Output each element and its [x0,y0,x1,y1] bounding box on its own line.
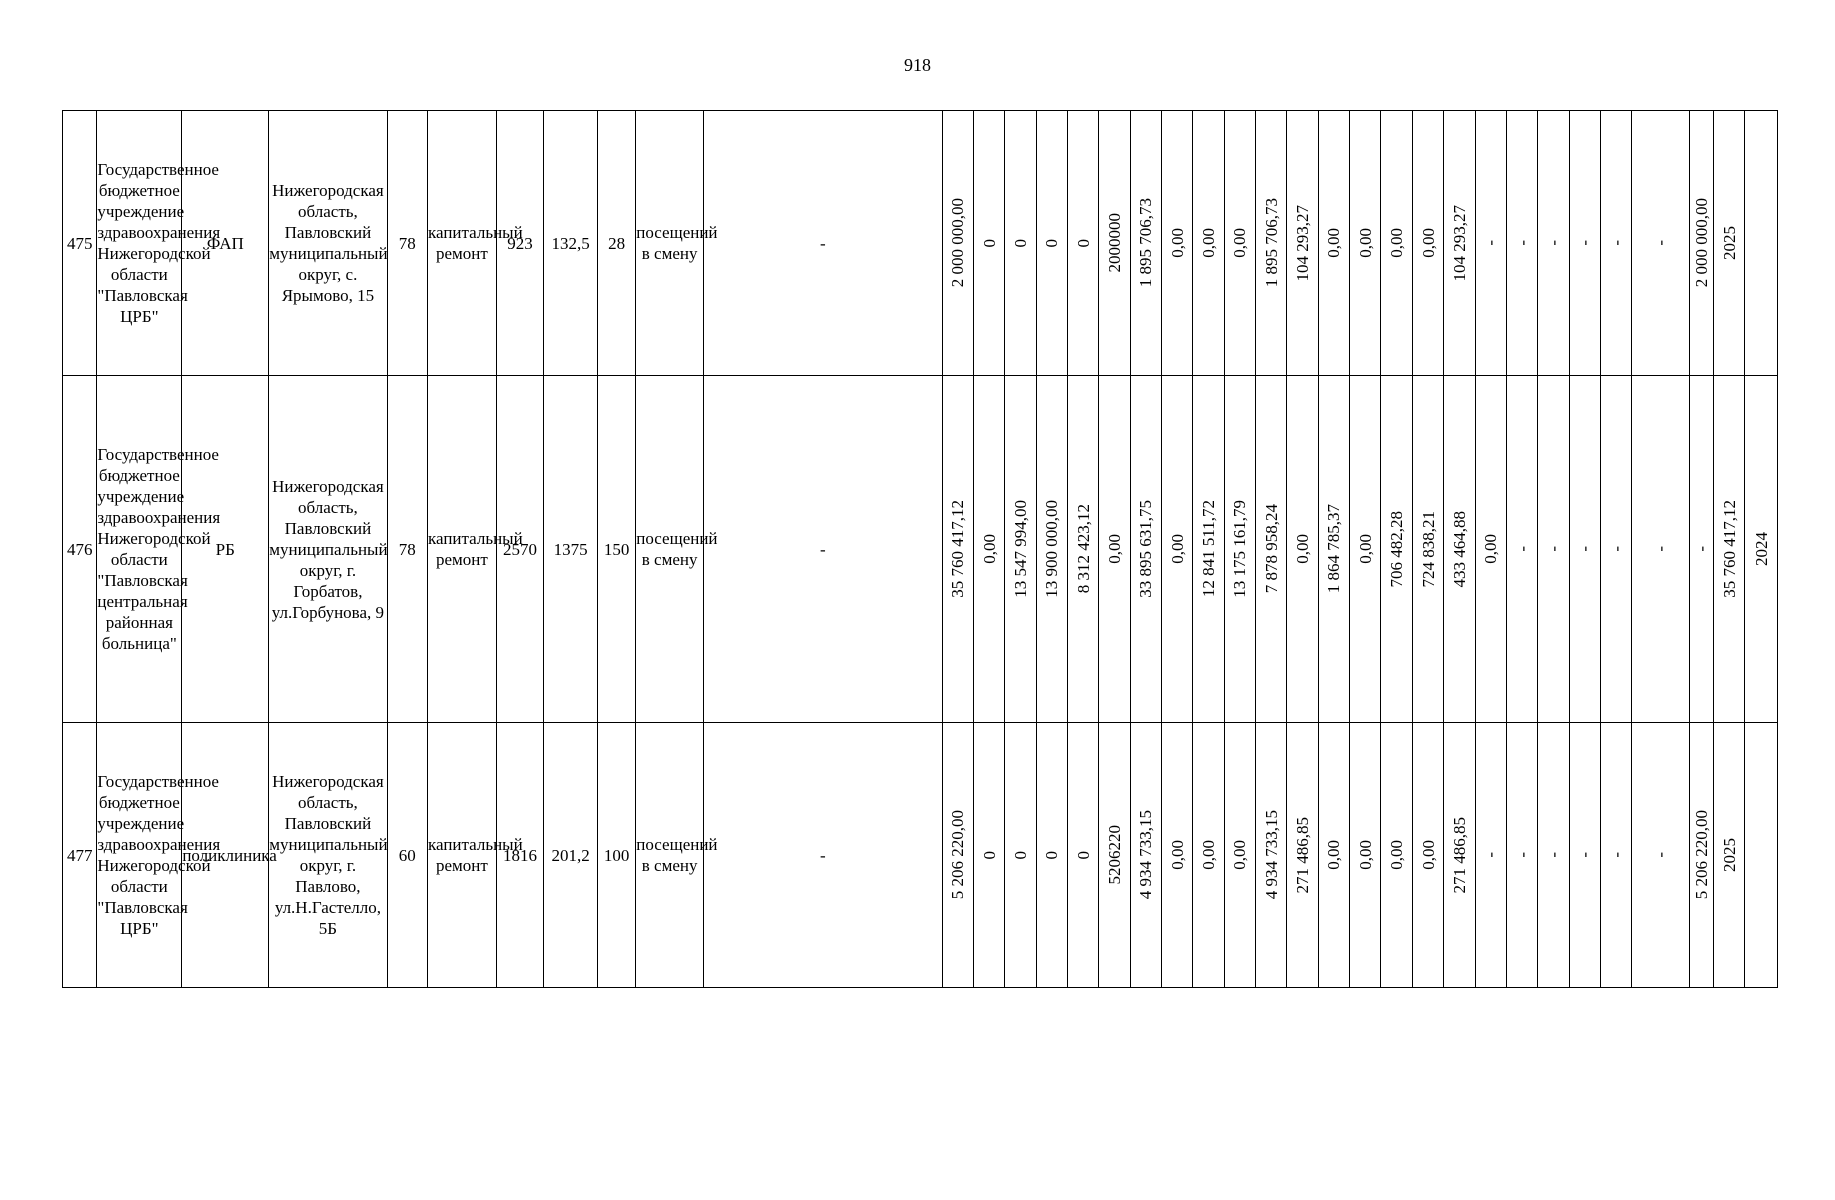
address-cell: Нижегородская область, Павловский муниципальный округ, г. Горбатов, ул.Горбунова, 9 [269,376,387,723]
address-cell: Нижегородская область, Павловский муниципальный округ, с. Ярымово, 15 [269,111,387,376]
amount-cell [1130,111,1161,376]
data-table [62,110,1778,988]
work-type-cell: капитальный ремонт [428,723,497,988]
amount-value: 8 312 423,12 [1073,504,1093,594]
amount-value: 724 838,21 [1418,510,1438,588]
amount-value: 271 486,85 [1449,816,1469,894]
amount-cell [1256,111,1287,376]
amount-value: - [1575,240,1595,246]
amount-value: - [1651,852,1671,858]
amount-value: 0 [979,850,999,860]
amount-cell [1130,723,1161,988]
amount-value: 0,00 [1167,840,1187,870]
amount-cell [1162,111,1193,376]
amount-cell [1287,723,1318,988]
amount-cell [1569,723,1600,988]
amount-value: 0 [1042,238,1062,248]
amount-value: 2025 [1719,838,1739,872]
amount-cell [1689,111,1713,376]
amount-cell [1224,723,1255,988]
amount-cell [1444,376,1475,723]
amount-cell [1256,723,1287,988]
amount-cell [1005,723,1036,988]
amount-value: 0,00 [1418,840,1438,870]
amount-value: - [1481,852,1501,858]
amount-cell [1475,723,1506,988]
amount-cell [1350,723,1381,988]
amount-value: 12 841 511,72 [1199,500,1219,598]
amount-value: 5 206 220,00 [948,810,968,900]
amount-value: 13 175 161,79 [1230,500,1250,598]
organization-cell: Государственное бюджетное учреждение здравоохранения Нижегородской области "Павловская ЦРБ" [97,723,182,988]
amount-value: - [1575,546,1595,552]
amount-cell [1444,723,1475,988]
amount-value: 0,00 [1105,534,1125,564]
amount-value: 0 [979,238,999,248]
amount-cell [1714,376,1745,723]
amount-cell [1745,723,1778,988]
amount-cell [1689,376,1713,723]
amount-cell [1193,111,1224,376]
amount-value: - [1606,852,1626,858]
capacity-unit-cell: посещений в смену [636,723,704,988]
capacity-cell: 150 [597,376,635,723]
amount-cell [1381,376,1412,723]
amount-cell [1068,376,1099,723]
amount-value: 0 [1011,850,1031,860]
facility-type-cell: поликлиника [182,723,269,988]
amount-value: - [1691,546,1711,552]
amount-cell [1005,376,1036,723]
amount-cell [1318,111,1349,376]
amount-value: - [1606,546,1626,552]
amount-cell [1632,723,1690,988]
amount-cell [1224,376,1255,723]
amount-cell [942,376,973,723]
amount-cell [1162,376,1193,723]
code-cell: 78 [387,376,427,723]
amount-value: 0 [1011,238,1031,248]
year-cell: 923 [496,111,544,376]
amount-value: 0,00 [1230,228,1250,258]
amount-cell [1745,376,1778,723]
amount-value: 0,00 [1355,534,1375,564]
page-number: 918 [904,55,931,75]
amount-cell [1444,111,1475,376]
amount-cell [1162,723,1193,988]
amount-value: 2 000 000,00 [948,198,968,288]
amount-cell [1475,111,1506,376]
amount-cell [1538,376,1569,723]
amount-cell [942,723,973,988]
amount-cell [1632,376,1690,723]
year-cell: 2570 [496,376,544,723]
amount-cell [974,376,1005,723]
amount-value: 0,00 [1167,534,1187,564]
table-row [63,111,1778,376]
amount-value: 0,00 [1355,840,1375,870]
amount-value: 104 293,27 [1449,204,1469,282]
code-cell: 78 [387,111,427,376]
amount-value: 271 486,85 [1293,816,1313,894]
amount-value: 33 895 631,75 [1136,500,1156,598]
amount-value: 0,00 [1387,840,1407,870]
amount-value: 5 206 220,00 [1691,810,1711,900]
amount-value: 2 000 000,00 [1691,198,1711,288]
note-cell: - [704,723,943,988]
amount-cell [1689,723,1713,988]
amount-cell [1538,723,1569,988]
amount-value: - [1575,852,1595,858]
amount-value: 0,00 [1199,840,1219,870]
amount-cell [1506,376,1537,723]
amount-value: 13 900 000,00 [1042,500,1062,598]
amount-cell [1036,111,1067,376]
amount-cell [974,111,1005,376]
amount-value: - [1512,240,1532,246]
amount-value: 5206220 [1105,825,1125,885]
area-cell: 132,5 [544,111,598,376]
note-cell: - [704,111,943,376]
amount-value: - [1512,546,1532,552]
amount-cell [1068,723,1099,988]
amount-value: 2025 [1719,226,1739,260]
amount-cell [1099,723,1130,988]
amount-value: - [1651,240,1671,246]
amount-value: 13 547 994,00 [1011,500,1031,598]
amount-cell [1318,376,1349,723]
amount-cell [1099,376,1130,723]
amount-value: 0,00 [1293,534,1313,564]
amount-value: 0,00 [979,534,999,564]
amount-value: 1 864 785,37 [1324,504,1344,594]
amount-cell [1600,111,1631,376]
amount-cell [1538,111,1569,376]
amount-cell [1130,376,1161,723]
amount-cell [1287,111,1318,376]
amount-value: - [1543,546,1563,552]
amount-cell [1381,111,1412,376]
amount-cell [1600,376,1631,723]
amount-cell [1714,723,1745,988]
amount-value: 0 [1073,238,1093,248]
work-type-cell: капитальный ремонт [428,111,497,376]
amount-value: 433 464,88 [1449,510,1469,588]
amount-cell [1506,111,1537,376]
amount-value: 0,00 [1387,228,1407,258]
amount-value: 706 482,28 [1387,510,1407,588]
area-cell: 1375 [544,376,598,723]
amount-value: 0,00 [1167,228,1187,258]
amount-value: 35 760 417,12 [1719,500,1739,598]
amount-value: - [1481,240,1501,246]
amount-cell [1506,723,1537,988]
amount-cell [1036,376,1067,723]
amount-value: 0,00 [1355,228,1375,258]
amount-cell [1714,111,1745,376]
amount-value: 104 293,27 [1293,204,1313,282]
row-number-cell: 476 [63,376,97,723]
amount-value: 0 [1073,850,1093,860]
amount-value: - [1651,546,1671,552]
amount-value: 0 [1042,850,1062,860]
row-number-cell: 477 [63,723,97,988]
facility-type-cell: ФАП [182,111,269,376]
amount-value: 35 760 417,12 [948,500,968,598]
amount-cell [1318,723,1349,988]
amount-cell [1632,111,1690,376]
note-cell: - [704,376,943,723]
amount-value: - [1543,240,1563,246]
amount-cell [1412,723,1443,988]
amount-value: 1 895 706,73 [1136,198,1156,288]
amount-cell [1412,376,1443,723]
amount-cell [1381,723,1412,988]
amount-value: 0,00 [1230,840,1250,870]
amount-cell [1287,376,1318,723]
organization-cell: Государственное бюджетное учреждение здравоохранения Нижегородской области "Павловская ЦРБ" [97,111,182,376]
amount-cell [1099,111,1130,376]
amount-cell [1569,376,1600,723]
capacity-unit-cell: посещений в смену [636,111,704,376]
amount-cell [1475,376,1506,723]
amount-value: - [1512,852,1532,858]
amount-value: 2024 [1751,532,1771,566]
capacity-unit-cell: посещений в смену [636,376,704,723]
amount-cell [1350,111,1381,376]
work-type-cell: капитальный ремонт [428,376,497,723]
amount-value: 7 878 958,24 [1261,504,1281,594]
amount-cell [1193,723,1224,988]
table-row [63,723,1778,988]
code-cell: 60 [387,723,427,988]
amount-cell [1068,111,1099,376]
facility-type-cell: РБ [182,376,269,723]
amount-cell [1600,723,1631,988]
amount-value: 4 934 733,15 [1261,810,1281,900]
amount-cell [1256,376,1287,723]
amount-cell [1412,111,1443,376]
area-cell: 201,2 [544,723,598,988]
amount-value: 0,00 [1481,534,1501,564]
amount-cell [1569,111,1600,376]
amount-cell [1193,376,1224,723]
amount-value: 4 934 733,15 [1136,810,1156,900]
amount-cell [1350,376,1381,723]
table-row [63,376,1778,723]
amount-cell [1036,723,1067,988]
amount-value: 0,00 [1324,228,1344,258]
amount-cell [974,723,1005,988]
address-cell: Нижегородская область, Павловский муниципальный округ, г. Павлово, ул.Н.Гастелло, 5Б [269,723,387,988]
row-number-cell: 475 [63,111,97,376]
amount-value: 0,00 [1324,840,1344,870]
organization-cell: Государственное бюджетное учреждение здравоохранения Нижегородской области "Павловская центральная районная больница" [97,376,182,723]
amount-cell [942,111,973,376]
amount-value: 0,00 [1418,228,1438,258]
year-cell: 1816 [496,723,544,988]
capacity-cell: 100 [597,723,635,988]
capacity-cell: 28 [597,111,635,376]
amount-value: 1 895 706,73 [1261,198,1281,288]
amount-cell [1745,111,1778,376]
amount-value: - [1543,852,1563,858]
amount-cell [1224,111,1255,376]
amount-value: - [1606,240,1626,246]
amount-value: 2000000 [1105,213,1125,273]
amount-value: 0,00 [1199,228,1219,258]
amount-cell [1005,111,1036,376]
